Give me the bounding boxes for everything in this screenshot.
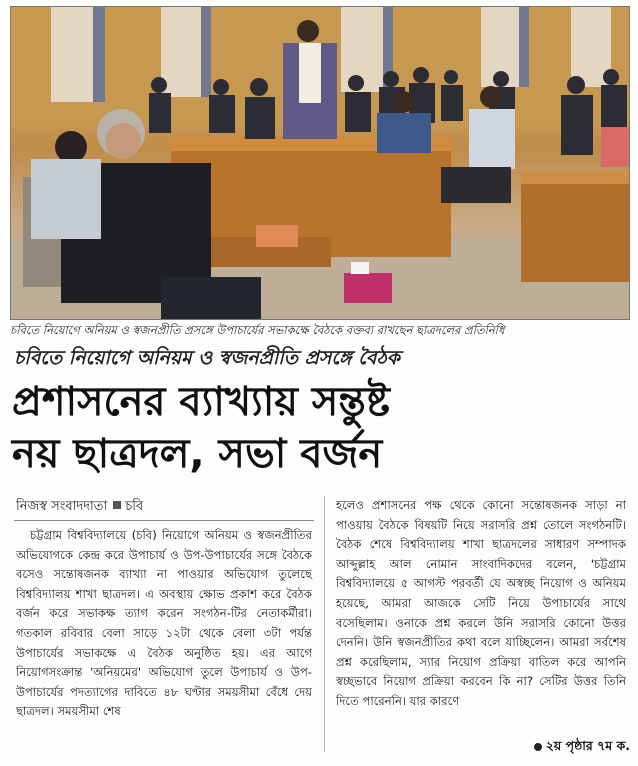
headline-line-1: প্রশাসনের ব্যাখ্যায় সন্তুষ্ট	[12, 379, 390, 425]
body-column-1	[16, 526, 312, 762]
byline-rule	[14, 520, 314, 521]
kicker: চবিতে নিয়োগে অনিয়ম ও স্বজনপ্রীতি প্রসঙ্গে বৈঠক	[14, 347, 400, 369]
byline	[16, 498, 316, 516]
reporter: নিজস্ব সংবাদদাতা	[16, 499, 108, 514]
body-column-2-text: হলেও প্রশাসনের পক্ষ থেকে কোনো সন্তোষজনক সাড়া না পাওয়ায় বৈঠকে বিষয়টি নিয়ে সরাসরি প্রশ্ন তোলে সংগঠনটি। বৈঠক শেষে বিশ্ববিদ্যালয় শাখা ছাত্রদলের সাধারণ সম্পাদক আব্দুল্লাহ আল নোমান সাংবাদিকদের বলেন, 'চট্টগ্রাম বিশ্ববিদ্যালয়ে ৫ আগস্ট পরবর্তী যে অস্বচ্ছ নিয়োগ ও অনিয়ম হয়েছে, আমরা আজকে সেটি নিয়ে উপাচার্যের সাথে বসেছিলাম। ওনাকে প্রশ্ন করলে উনি সরাসরি কোনো উত্তর দেননি। উনি স্বজনপ্রীতির কথা বলে যাচ্ছিলেন। আমরা সর্বশেষ প্রশ্ন করেছিলাম, স্যার নিয়োগ প্রক্রিয়া বাতিল করে আপনি স্বচ্ছভাবে নিয়োগ প্রক্রিয়া করবেন কি না? সেটির উত্তর তিনি দিতে পারেননি। যার কারণে	[336, 498, 626, 708]
bullet-icon	[534, 743, 542, 751]
headline-line-2: নয় ছাত্রদল, সভা বর্জন	[12, 431, 383, 477]
continuation-text: ২য় পৃষ্ঠার ৭ম ক.	[545, 738, 630, 753]
body-column-1-text: চট্টগ্রাম বিশ্ববিদ্যালয়ে (চবি) নিয়োগে অনিয়ম ও স্বজনপ্রীতির অভিযোগকে কেন্দ্র করে উপাচার্য ও উপ-উপাচার্যের সঙ্গে বৈঠকে বসেও সন্তোষজনক ব্যাখ্যা না পাওয়ার অভিযোগ তুলেছে বিশ্ববিদ্যালয় শাখা ছাত্রদল। এ অবস্থায় ক্ষোভ প্রকাশ করে বৈঠক বর্জন করে সভাকক্ষ ত্যাগ করেন সংগঠন-টির নেতাকর্মীরা। গতকাল রবিবার বেলা সাড়ে ১২টা থেকে বেলা ৩টা পর্যন্ত উপাচার্যের সভাকক্ষে এ বৈঠক অনুষ্ঠিত হয়। এর আগে নিয়োগসংক্রান্ত 'অনিয়মের' অভিযোগ তুলে উপাচার্য ও উপ-উপাচার্যের পদত্যাগের দাবিতে ৪৮ ঘণ্টার সময়সীমা বেঁধে দেয় ছাত্রদল। সময়সীমা শেষ	[16, 528, 312, 719]
continuation-note	[510, 738, 630, 758]
photo-caption: চবিতে নিয়োগে অনিয়ম ও স্বজনপ্রীতি প্রসঙ্গে উপাচার্যের সভাকক্ষে বৈঠকে বক্তব্য রাখছেন ছাত্রদলের প্রতিনিধি	[10, 323, 505, 337]
square-separator-icon	[113, 501, 121, 509]
body-column-2	[336, 496, 626, 740]
meeting-photo-drawing	[11, 7, 629, 319]
column-divider	[324, 496, 325, 752]
photo-credit: চবি	[125, 499, 144, 514]
headline	[12, 376, 626, 480]
meeting-photo	[10, 6, 630, 320]
